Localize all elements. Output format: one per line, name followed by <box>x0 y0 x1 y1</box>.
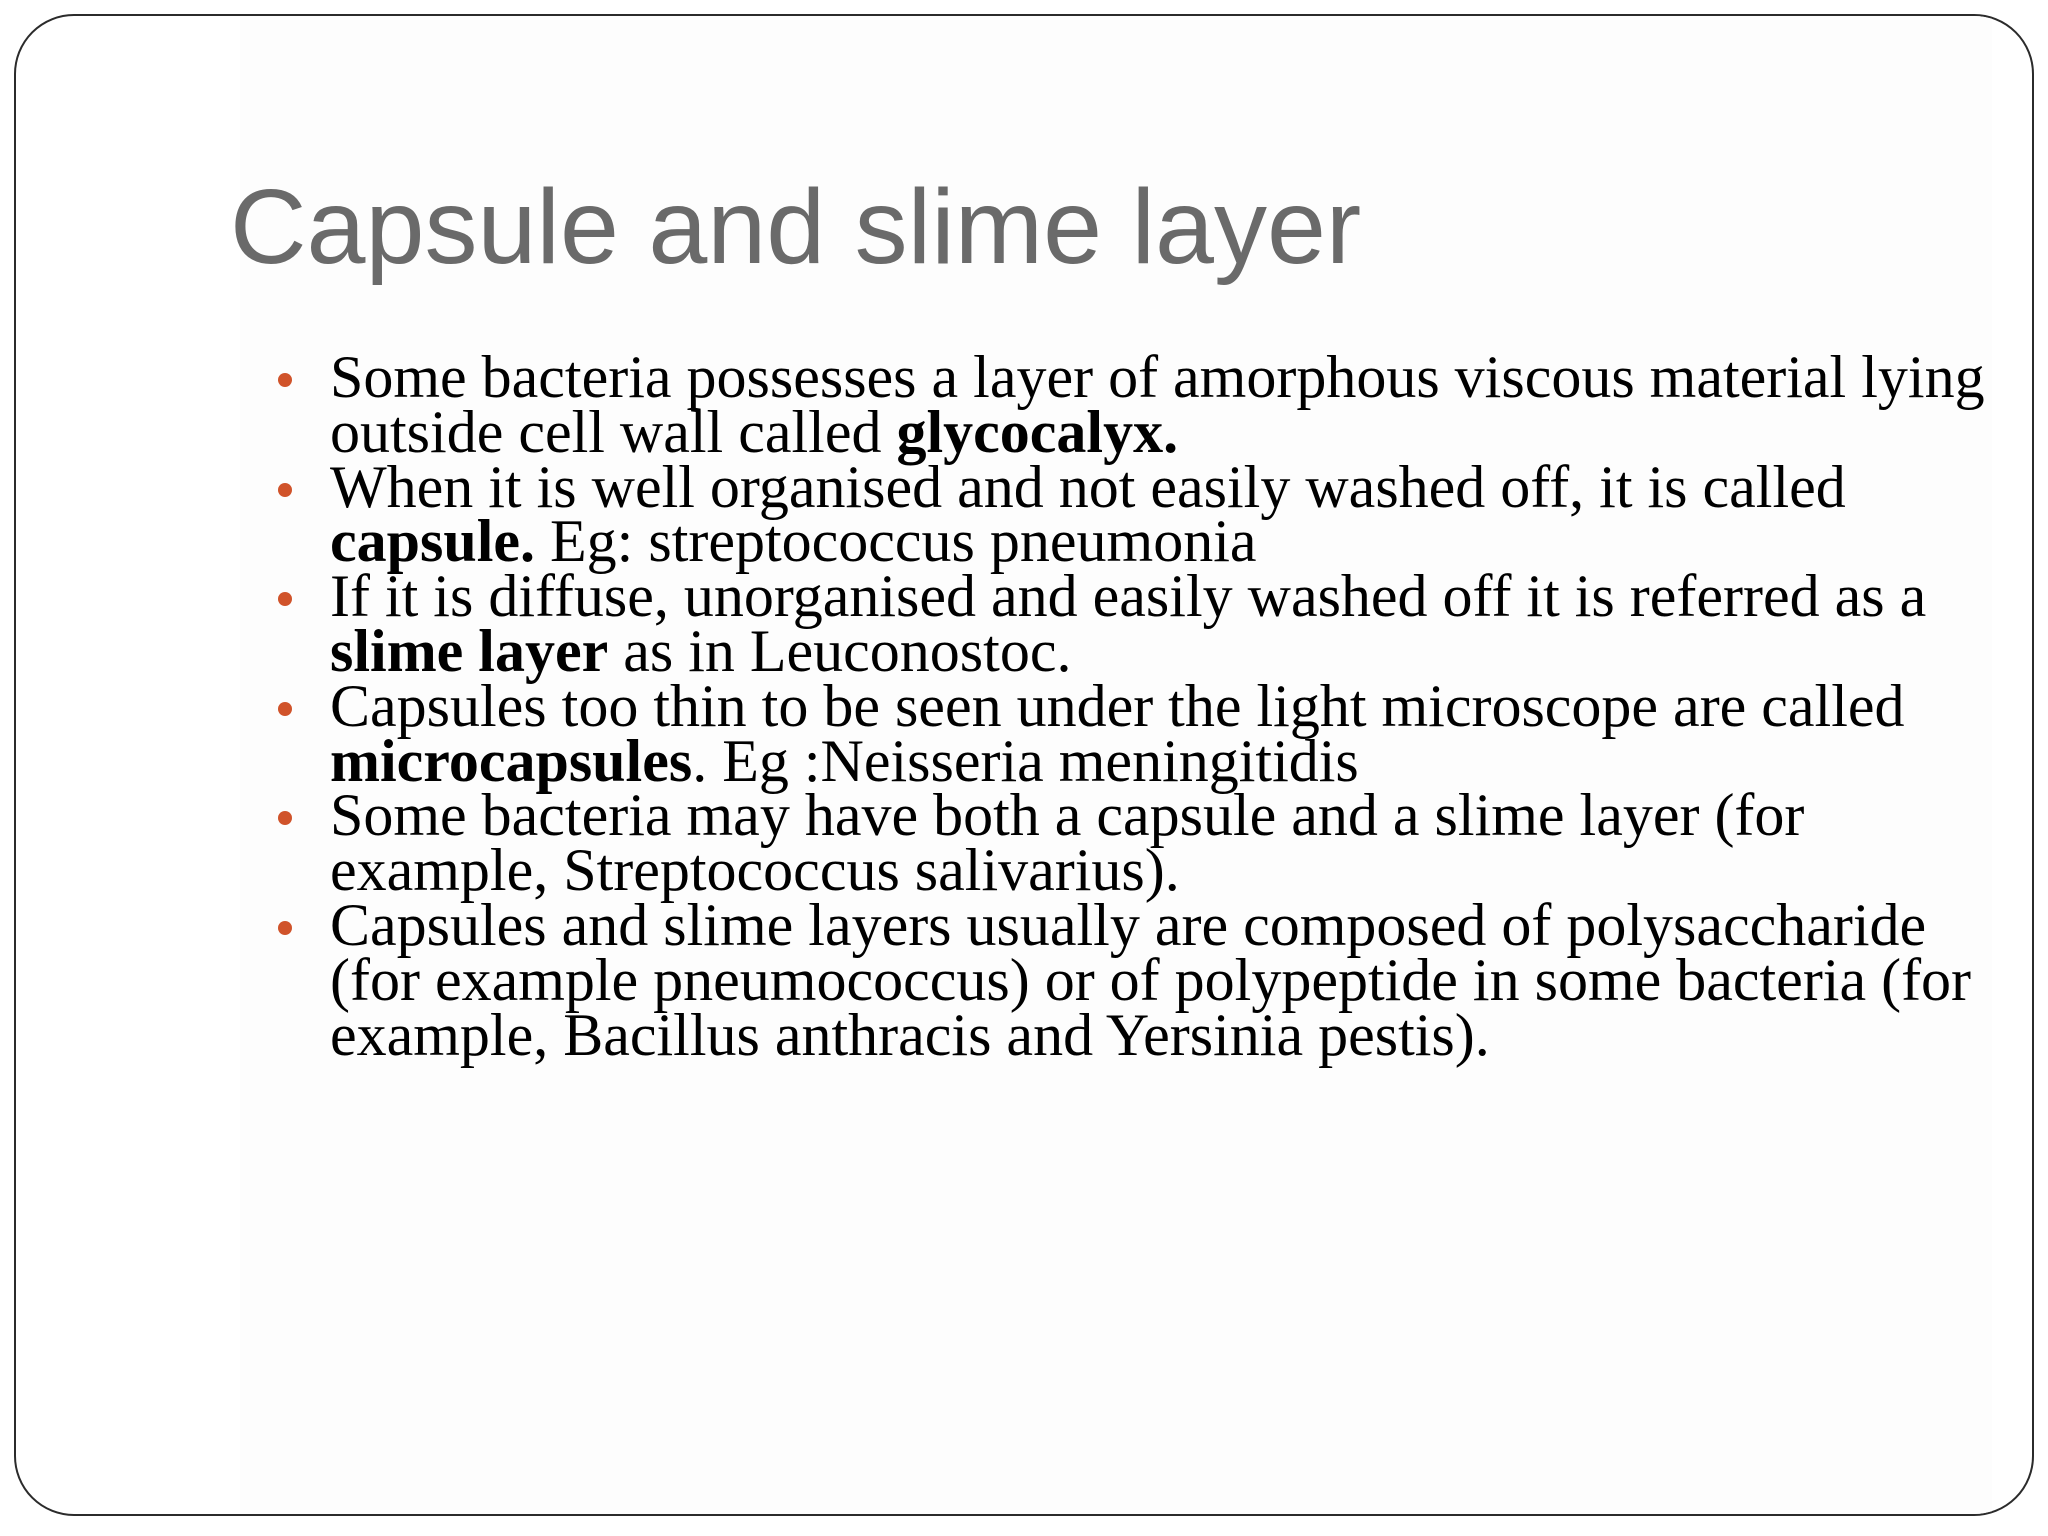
bullet-dot-icon <box>278 483 292 497</box>
bullet-item <box>330 563 2020 684</box>
bullet-text <box>330 782 1804 903</box>
bullet-text <box>330 563 1926 684</box>
bullet-dot-icon <box>278 373 292 387</box>
text-segment: Capsules too thin to be seen under the light microscope are called <box>330 672 1905 739</box>
bullet-text <box>330 892 1971 1068</box>
bullet-dot-icon <box>278 702 292 716</box>
bold-term: microcapsules <box>330 727 693 794</box>
bold-term: glycocalyx. <box>896 398 1179 465</box>
text-segment: Some bacteria may have both a capsule and a slime layer (for example, Streptococcus salivarius). <box>330 782 1805 904</box>
bullet-item <box>330 453 2020 575</box>
bullet-text <box>330 454 1846 575</box>
bullet-text <box>330 344 1985 465</box>
bold-term: slime layer <box>330 617 609 684</box>
bullet-list <box>330 344 2020 1068</box>
bullet-item <box>330 672 2020 794</box>
bullet-item <box>330 782 2020 904</box>
bullet-item <box>330 891 2020 1068</box>
text-segment: Some bacteria possesses a layer of amorphous viscous material lying outside cell wall called <box>330 344 1985 465</box>
bullet-text <box>330 673 1905 794</box>
text-segment: When it is well organised and not easily washed off, it is called <box>330 453 1846 520</box>
text-segment: as in Leuconostoc. <box>608 617 1072 684</box>
slide-frame <box>14 14 2034 1516</box>
text-segment: If it is diffuse, unorganised and easily washed off it is referred as a <box>330 563 1927 630</box>
bullet-dot-icon <box>278 921 292 935</box>
bold-term: capsule. <box>330 508 536 575</box>
text-segment: . Eg :Neisseria meningitidis <box>692 727 1359 794</box>
bullet-item <box>330 344 2020 465</box>
slide-title: Capsule and slime layer <box>230 168 1362 286</box>
text-segment: Eg: streptococcus pneumonia <box>535 508 1257 575</box>
text-segment: Capsules and slime layers usually are composed of polysaccharide (for example pneumococcus) or of polypeptide in some bacteria (for example, Bacillus anthracis and Yersinia pestis). <box>330 891 1972 1068</box>
